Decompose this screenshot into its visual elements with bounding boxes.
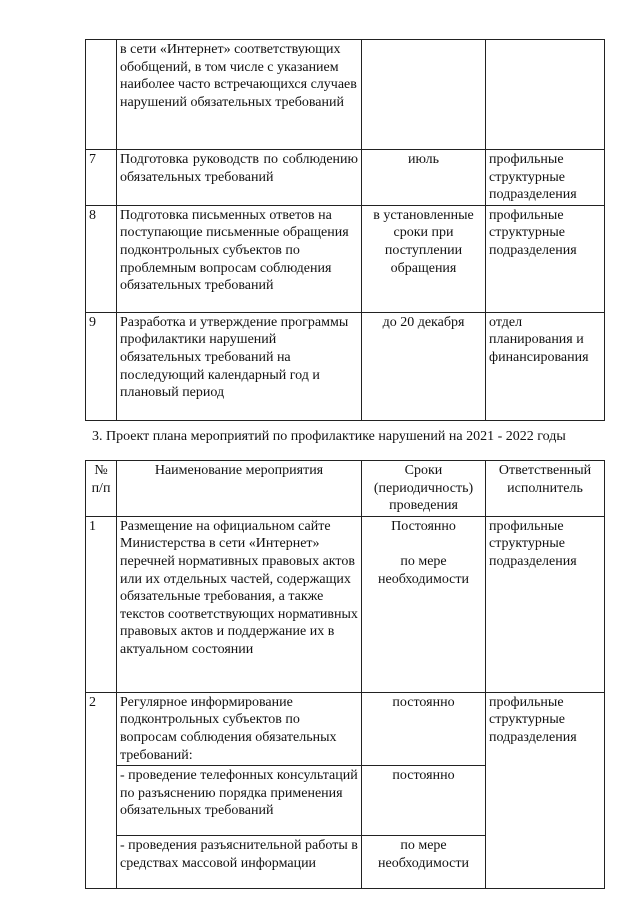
table-row bbox=[86, 40, 605, 150]
activity-term: постоянно bbox=[362, 692, 486, 765]
activity-executor bbox=[486, 40, 605, 150]
table-header-row bbox=[86, 461, 605, 517]
table-row bbox=[86, 205, 605, 312]
activity-executor: отдел планирования и финансирования bbox=[486, 312, 605, 420]
table-row bbox=[86, 692, 605, 765]
header-number: № п/п bbox=[86, 461, 117, 517]
activity-name: Подготовка руководств по соблюдению обязательных требований bbox=[117, 150, 362, 206]
activity-term: до 20 декабря bbox=[362, 312, 486, 420]
table-row bbox=[86, 516, 605, 692]
term-secondary: по мере необходимости bbox=[377, 554, 469, 587]
activity-executor: профильные структурные подразделения bbox=[486, 516, 605, 692]
header-name: Наименование мероприятия bbox=[117, 461, 362, 517]
activity-name: в сети «Интернет» соответствующих обобщений, в том числе с указанием наиболее часто встречающихся случаев нарушений обязательных требований bbox=[117, 40, 362, 150]
table-row bbox=[86, 312, 605, 420]
activities-table-continued bbox=[85, 39, 605, 421]
row-number: 8 bbox=[86, 205, 117, 312]
activity-name: Регулярное информирование подконтрольных субъектов по вопросам соблюдения обязательных требований: bbox=[117, 692, 362, 765]
row-number: 9 bbox=[86, 312, 117, 420]
header-executor: Ответственный исполнитель bbox=[486, 461, 605, 517]
activities-plan-table bbox=[85, 460, 605, 889]
row-number: 1 bbox=[86, 516, 117, 692]
table-row bbox=[86, 150, 605, 206]
activity-term: в установленные сроки при поступлении обращения bbox=[362, 205, 486, 312]
activity-executor: профильные структурные подразделения bbox=[486, 692, 605, 888]
subactivity-term: по мере необходимости bbox=[362, 836, 486, 889]
activity-name: Размещение на официальном сайте Министерства в сети «Интернет» перечней нормативных правовых актов или их отдельных частей, содержащих обязательные требования, а также текстов соответствующих нормативных правовых актов и поддержание их в актуальном состоянии bbox=[117, 516, 362, 692]
row-number: 7 bbox=[86, 150, 117, 206]
term-primary: Постоянно bbox=[391, 518, 456, 534]
header-term: Сроки (периодичность) проведения bbox=[362, 461, 486, 517]
activity-executor: профильные структурные подразделения bbox=[486, 205, 605, 312]
section-heading: 3. Проект плана мероприятий по профилактике нарушений на 2021 - 2022 годы bbox=[92, 429, 566, 444]
subactivity-term: постоянно bbox=[362, 766, 486, 836]
activity-term bbox=[362, 40, 486, 150]
subactivity-name: - проведение телефонных консультаций по разъяснению порядка применения обязательных требований bbox=[117, 766, 362, 836]
activity-term: июль bbox=[362, 150, 486, 206]
activity-name: Разработка и утверждение программы профилактики нарушений обязательных требований на последующий календарный год и плановый период bbox=[117, 312, 362, 420]
activity-name: Подготовка письменных ответов на поступающие письменные обращения подконтрольных субъектов по проблемным вопросам соблюдения обязательных требований bbox=[117, 205, 362, 312]
activity-term bbox=[362, 516, 486, 692]
row-number bbox=[86, 40, 117, 150]
activity-executor: профильные структурные подразделения bbox=[486, 150, 605, 206]
row-number: 2 bbox=[86, 692, 117, 888]
subactivity-name: - проведения разъяснительной работы в средствах массовой информации bbox=[117, 836, 362, 889]
